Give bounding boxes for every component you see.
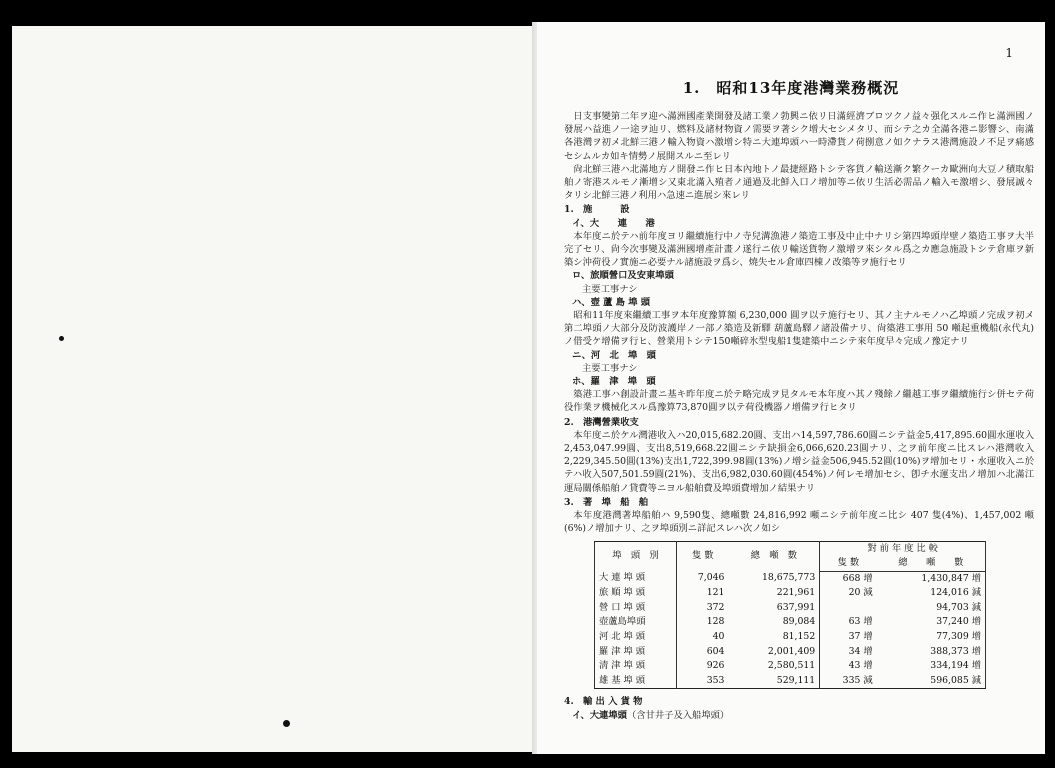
- ships-cell: 604: [677, 645, 729, 660]
- page-number: 1: [1005, 46, 1013, 60]
- wharf-name-cell: 羅 津 埠 頭: [599, 645, 646, 657]
- table-row: [595, 615, 986, 630]
- scan-speck: [283, 720, 290, 727]
- col-cmp-tonnage-header: 總 噸 數: [877, 556, 986, 571]
- col-wharf-header: 埠 頭 別: [612, 550, 659, 562]
- lushun-yingkou-heading: ロ、旅順營口及安東埠頭: [572, 270, 674, 282]
- lushun-yingkou-text: 主要工事ナシ: [582, 283, 638, 295]
- cmp-tonnage-cell: 37,240 增: [936, 616, 981, 628]
- ships-cell: 40: [677, 630, 729, 645]
- cmp-ships-cell: 34 增: [820, 645, 877, 660]
- page-body: [564, 110, 1034, 722]
- hebei-text: 主要工事ナシ: [582, 362, 638, 374]
- tonnage-cell: 18,675,773: [762, 572, 816, 584]
- col-tonnage-header: 總 噸 數: [750, 550, 798, 562]
- cmp-tonnage-cell: 1,430,847 增: [921, 572, 981, 584]
- huludao-heading: ハ、壺 蘆 島 埠 頭: [572, 296, 651, 308]
- cmp-tonnage-cell: 334,194 增: [930, 660, 981, 672]
- table-row: [595, 571, 986, 586]
- cmp-ships-cell: [820, 601, 877, 616]
- cmp-ships-cell: 335 減: [820, 674, 877, 689]
- cmp-tonnage-cell: 388,373 增: [930, 645, 981, 657]
- table-row: [595, 630, 986, 645]
- table-row: [595, 601, 986, 616]
- dalian-cargo-heading: [572, 709, 1034, 722]
- dalian-cargo-note: （含甘井子及入船埠頭）: [626, 709, 730, 721]
- ships-cell: 926: [677, 659, 729, 674]
- page-title: 1. 昭和13年度港灣業務概況: [682, 79, 900, 97]
- section-1-heading: 1. 施 設: [564, 204, 630, 216]
- section-2-heading: 2. 港灣營業收支: [564, 416, 639, 428]
- ships-cell: 128: [677, 615, 729, 630]
- col-ships-header: 隻 數: [677, 541, 729, 571]
- najin-text: 築港工事ハ創設計畫ニ基キ昨年度ニ於テ略完成ヲ見タルモ本年度ハ其ノ殘餘ノ繼越工事ヲ繼續施行シ併セテ荷役作業ヲ機械化スル爲豫算73,870圓ヲ以テ荷役機器ノ增備ヲ行ヒタリ: [564, 389, 1034, 414]
- tonnage-cell: 81,152: [782, 631, 816, 643]
- tonnage-cell: 2,001,409: [767, 645, 816, 657]
- tonnage-cell: 89,084: [782, 616, 816, 628]
- cmp-ships-cell: 63 增: [820, 615, 877, 630]
- col-cmp-ships-header: 隻 數: [820, 556, 877, 571]
- wharf-name-cell: 雄 基 埠 頭: [599, 674, 646, 686]
- left-page-blank: [12, 26, 537, 752]
- ships-cell: 7,046: [677, 571, 729, 586]
- ship-arrivals-table: [594, 541, 986, 690]
- ships-cell: 353: [677, 674, 729, 689]
- section-3-heading: 3. 著 埠 船 舶: [564, 496, 649, 508]
- scan-speck: [59, 336, 64, 341]
- tonnage-cell: 529,111: [776, 674, 816, 686]
- cmp-tonnage-cell: 124,016 減: [930, 587, 981, 599]
- cmp-tonnage-cell: 94,703 減: [936, 601, 981, 613]
- cmp-ships-cell: 43 增: [820, 659, 877, 674]
- wharf-name-cell: 旅 順 埠 頭: [599, 587, 646, 599]
- section-3-text: 本年度港灣著埠船舶ハ 9,590隻、總噸數 24,816,992 噸ニシテ前年度ニ比シ 407 隻(4%)、1,457,002 噸(6%)ノ增加ナリ、之ヲ埠頭別ニ詳記スレハ次ノ如シ: [564, 510, 1034, 535]
- section-4-heading: 4. 輸 出 入 貨 物: [564, 696, 643, 708]
- section-2-text: 本年度ニ於ケル灣港收入ハ20,015,682.20圓、支出ハ14,597,786.60圓ニシテ益金5,417,895.60圓水運收入2,453,047.99圓、支出8,519,668.22圓ニシテ缺損金6,066,620.23圓ナリ、之ヲ前年度ニ比スレハ港灣收入2,229,345.50圓(13%)支出1,722,399.98圓(13%)ノ增シ益金506,945.52圓(10%)ヲ增加セリ・水運收入ニ於テハ收入507,501.59圓(21%)、支出6,982,030.60圓(454%)ノ何レモ增加セシ、卽チ水運支出ノ增加ハ北滿江運局關係船舶ノ貸費等ニヨル船舶費及埠頭費增加ノ結果ナリ: [564, 429, 1034, 494]
- cmp-ships-cell: 20 減: [820, 586, 877, 601]
- cmp-ships-cell: 37 增: [820, 630, 877, 645]
- ships-cell: 121: [677, 586, 729, 601]
- wharf-name-cell: 營 口 埠 頭: [599, 601, 646, 613]
- ships-cell: 372: [677, 601, 729, 616]
- tonnage-cell: 637,991: [776, 601, 816, 613]
- dalian-heading: イ、大 連 港: [572, 217, 655, 229]
- huludao-text: 昭和11年度來繼續工事ヲ本年度豫算額 6,230,000 圓ヲ以テ施行セリ、其ノ主ナルモノハ乙埠頭ノ完成ヲ初メ第二埠頭ノ大部分及防波護岸ノ一部ノ築造及新驛 葫蘆島驛ノ諸設備ナリ、尙築港工事用 50 噸起重機船(永代丸)ノ借受ケ增備ヲ行ヒ、營業用トシテ150噸碎氷型曳船1隻建築中ニシテ來年度早々完成ノ豫定ナリ: [564, 310, 1034, 348]
- table-row: [595, 586, 986, 601]
- cmp-ships-cell: 668 增: [820, 571, 877, 586]
- cmp-tonnage-cell: 77,309 增: [936, 631, 981, 643]
- intro-paragraph-1: 日支事變第二年ヲ迎ヘ滿洲國產業開發及諸工業ノ勃興ニ依リ日滿經濟ブロツクノ益々强化スルニ作ヒ滿洲國ノ發展ハ益進ノ一途ヲ辿リ、燃料及諸材物資ノ需要ヲ著シク增大セシメタリ、而シテ之カ全滿各港ニ影響シ、南滿各港灣ヲ初メ北鮮三港ノ輸入物資ハ激增シ特ニ大連埠頭ハ一時滯貨ノ荷捌意ノ如クナラス港灣施設ノ不足ヲ痛感セシムルカ如キ情勢ノ展開スルニ至レリ: [564, 111, 1034, 162]
- tonnage-cell: 221,961: [776, 587, 816, 599]
- hebei-heading: ニ、河 北 埠 頭: [572, 349, 656, 361]
- wharf-name-cell: 河 北 埠 頭: [599, 631, 646, 643]
- wharf-name-cell: 大 連 埠 頭: [599, 572, 646, 584]
- wharf-name-cell: 淸 津 埠 頭: [599, 660, 646, 672]
- table-row: [595, 674, 986, 689]
- dalian-cargo-label: イ、大連埠頭: [572, 709, 627, 721]
- cmp-tonnage-cell: 596,085 減: [930, 674, 981, 686]
- right-page: [537, 22, 1045, 754]
- najin-heading: ホ、羅 津 埠 頭: [572, 376, 656, 388]
- wharf-name-cell: 壺蘆島埠頭: [599, 616, 646, 628]
- tonnage-cell: 2,580,511: [767, 660, 816, 672]
- table-row: [595, 659, 986, 674]
- table-row: [595, 645, 986, 660]
- dalian-text: 本年度ニ於テハ前年度ヨリ繼續施行中ノ寺兒溝漁港ノ築造工事及中止中ナリシ第四埠頭岸壁ノ築造工事ヲ大半完了セリ、尙今次事變及滿洲國增產計畫ノ遂行ニ依リ輸送貨物ノ激增ヲ來シタル爲之カ應急施設トシテ倉庫ヲ新築シ沖荷役ノ實施ニ必要ナル諸施設ヲ爲シ、燒失セル倉庫四棟ノ改築等ヲ施行セリ: [564, 230, 1034, 269]
- intro-paragraph-2: 尙北鮮三港ハ北滿地方ノ開發ニ作ヒ日本內地トノ最捷經路トシテ客貨ノ輸送漸ク繁クーカ歐洲向大豆ノ積取船舶ノ寄港スルモノ漸增シ又東北滿入殖者ノ通過及北鮮入口ノ增加等ニ依リ生活必需品ノ輸入モ激增シ、發展誠々タリシ北鮮三港ノ利用ハ急速ニ進展シ來レリ: [564, 163, 1034, 202]
- col-comparison-group-header: 對 前 年 度 比 較: [820, 541, 986, 556]
